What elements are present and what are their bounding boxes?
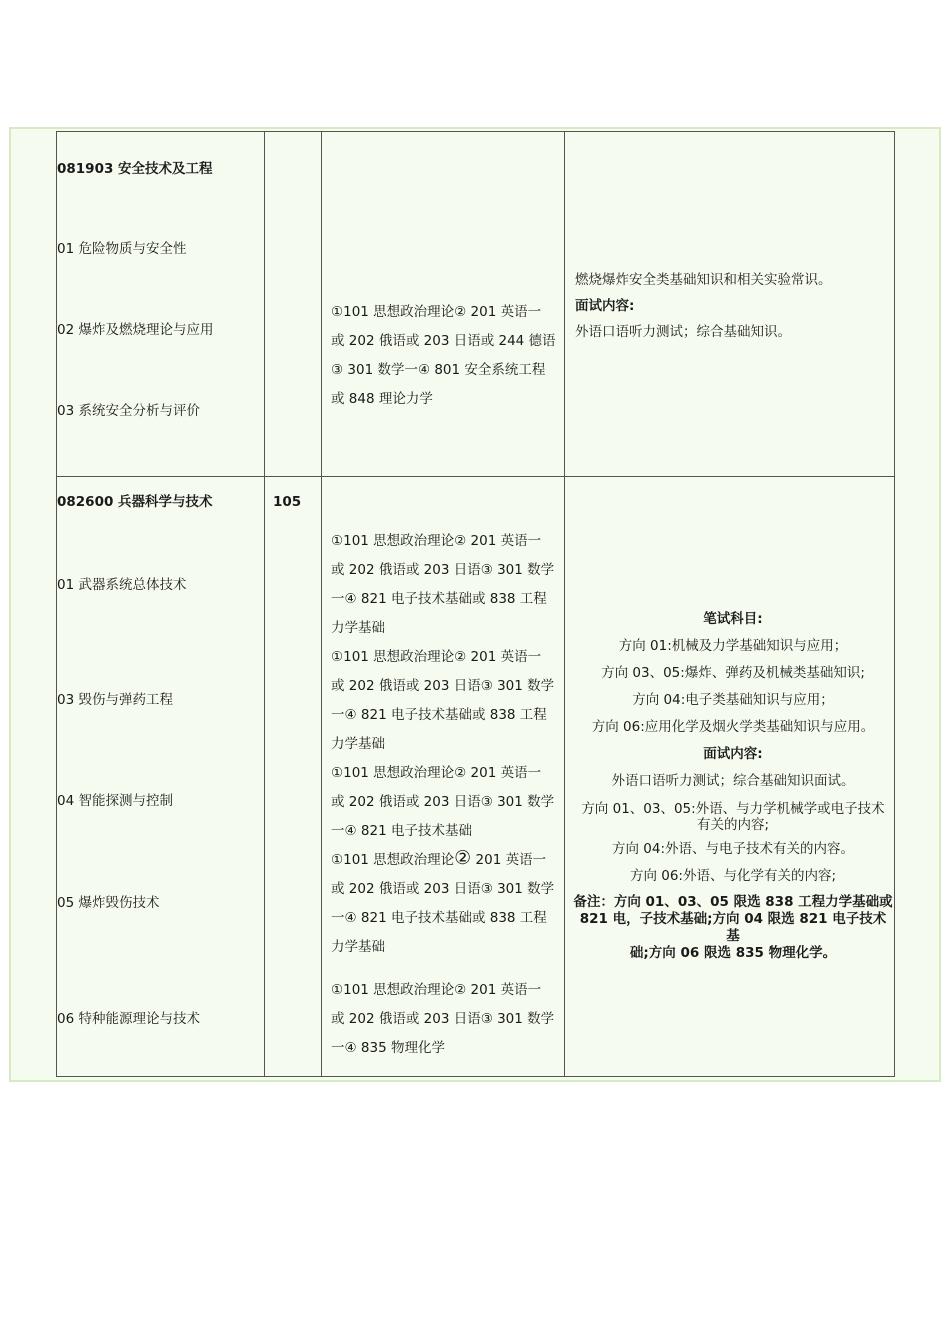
direction-item: 04 智能探测与控制: [57, 793, 173, 809]
remark-text: 有关的内容;: [696, 817, 770, 833]
exam-line: ①101 思想政治理论② 201 英语一: [331, 765, 542, 781]
remark-text: 方向 06:应用化学及烟火学类基础知识与应用。: [591, 719, 875, 735]
exam-line: 力学基础: [331, 939, 385, 955]
remark-text: 方向 03、05:爆炸、弹药及机械类基础知识;: [601, 665, 865, 681]
major-title: 082600 兵器科学与技术: [57, 494, 213, 510]
table-border-bottom: [56, 1076, 895, 1077]
direction-item: 02 爆炸及燃烧理论与应用: [57, 322, 214, 338]
exam-line: 或 202 俄语或 203 日语或 244 德语: [331, 333, 556, 349]
table-border-right: [894, 131, 895, 1077]
remark-text: 方向 01、03、05:外语、与力学机械学或电子技术: [581, 801, 885, 817]
exam-subjects: [331, 527, 556, 962]
exam-line: 或 202 俄语或 203 日语③ 301 数学: [331, 1011, 555, 1027]
exam-line-part: ②: [454, 847, 472, 869]
remark-text: 外语口语听力测试；综合基础知识面试。: [611, 773, 855, 789]
direction-item: 06 特种能源理论与技术: [57, 1011, 200, 1027]
table-divider-2: [321, 131, 322, 1077]
enrollment-quota: 105: [273, 494, 302, 510]
exam-line: ①101 思想政治理论② 201 英语一: [331, 304, 542, 320]
table-row-divider: [56, 476, 895, 477]
table-border-left: [56, 131, 57, 1077]
exam-line: ①101 思想政治理论② 201 英语一: [331, 982, 542, 998]
remark-text: 方向 06:外语、与化学有关的内容;: [629, 868, 837, 884]
exam-subjects: [331, 976, 556, 1063]
interview-heading: 面试内容:: [703, 746, 763, 762]
exam-line: 或 202 俄语或 203 日语③ 301 数学: [331, 881, 555, 897]
exam-line: 一④ 821 电子技术基础或 838 工程: [331, 707, 547, 723]
exam-line: ①101 思想政治理论② 201 英语一: [331, 533, 542, 549]
remark-text: 燃烧爆炸安全类基础知识和相关实验常识。: [575, 272, 832, 288]
exam-line-part: 201 英语一: [471, 852, 547, 868]
exam-line: ③ 301 数学一④ 801 安全系统工程: [331, 362, 546, 378]
note-text: 821 电，子技术基础;方向 04 限选 821 电子技术基: [579, 911, 887, 944]
remark-text: 外语口语听力测试；综合基础知识。: [575, 324, 791, 340]
remark-text: 方向 01:机械及力学基础知识与应用；: [618, 638, 848, 654]
exam-line: 力学基础: [331, 736, 385, 752]
table-border-top: [56, 131, 895, 132]
exam-line: 一④ 821 电子技术基础或 838 工程: [331, 591, 547, 607]
exam-line: 或 202 俄语或 203 日语③ 301 数学: [331, 562, 555, 578]
major-title: 081903 安全技术及工程: [57, 161, 213, 177]
exam-line: 一④ 821 电子技术基础: [331, 823, 472, 839]
exam-line: [331, 846, 556, 875]
direction-item: 01 武器系统总体技术: [57, 577, 187, 593]
exam-line: 力学基础: [331, 620, 385, 636]
exam-line: 一④ 835 物理化学: [331, 1040, 445, 1056]
note-text: 础;方向 06 限选 835 物理化学。: [629, 945, 837, 961]
direction-item: 01 危险物质与安全性: [57, 241, 187, 257]
interview-heading: 面试内容:: [575, 298, 635, 314]
remark-text: 方向 04:外语、与电子技术有关的内容。: [611, 841, 855, 857]
exam-line: 或 848 理论力学: [331, 391, 433, 407]
exam-subjects: [331, 298, 556, 414]
direction-item: 03 毁伤与弹药工程: [57, 692, 173, 708]
exam-line-part: ①101 思想政治理论: [331, 852, 455, 868]
note-text: 备注：方向 01、03、05 限选 838 工程力学基础或: [573, 894, 893, 910]
table-divider-1: [264, 131, 265, 1077]
exam-line: 或 202 俄语或 203 日语③ 301 数学: [331, 678, 555, 694]
exam-line: 或 202 俄语或 203 日语③ 301 数学: [331, 794, 555, 810]
direction-item: 05 爆炸毁伤技术: [57, 895, 160, 911]
written-heading: 笔试科目:: [703, 611, 763, 627]
remark-text: 方向 04:电子类基础知识与应用；: [632, 692, 834, 708]
remarks-cell: [573, 606, 893, 962]
direction-item: 03 系统安全分析与评价: [57, 403, 200, 419]
remarks-cell: [575, 267, 891, 345]
exam-line: 一④ 821 电子技术基础或 838 工程: [331, 910, 547, 926]
table-divider-3: [564, 131, 565, 1077]
exam-line: ①101 思想政治理论② 201 英语一: [331, 649, 542, 665]
